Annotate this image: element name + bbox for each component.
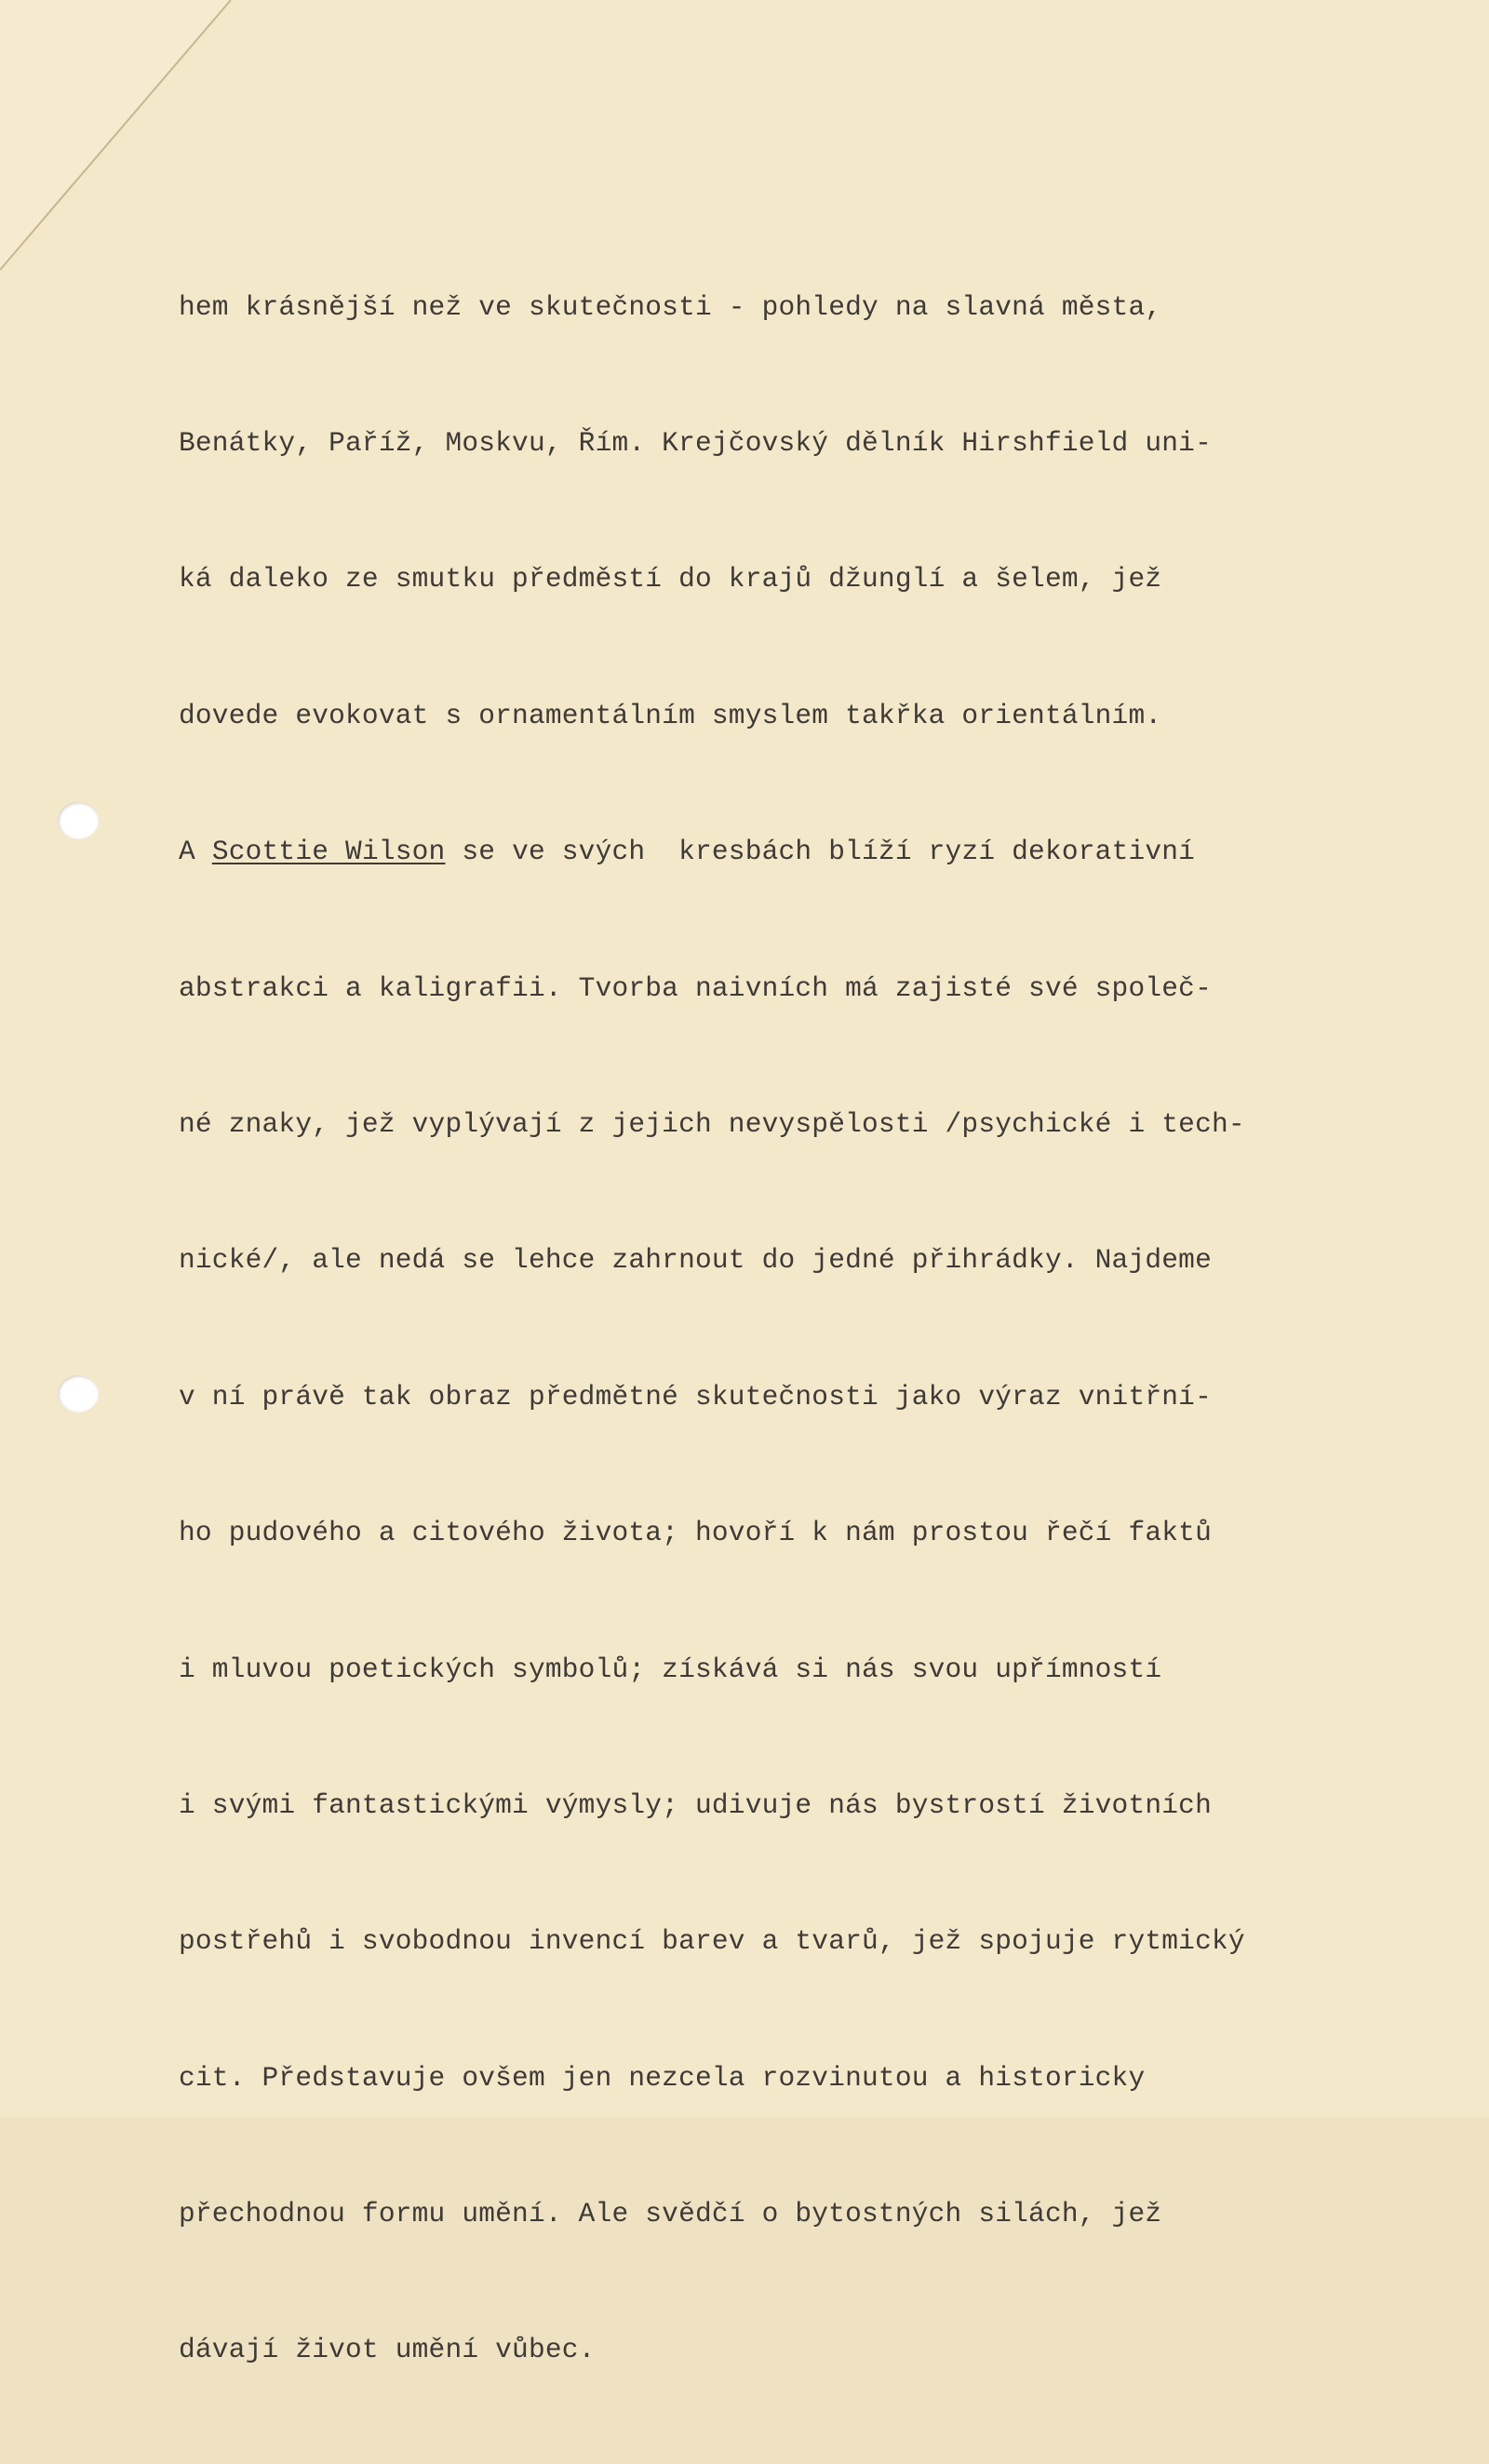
text-line: cit. Představuje ovšem jen nezcela rozvinutou a historicky bbox=[179, 2061, 1146, 2094]
text-line: v ní právě tak obraz předmětné skutečnosti jako výraz vnitřní- bbox=[179, 1380, 1212, 1413]
body-text bbox=[179, 194, 1388, 2464]
text-line: i mluvou poetických symbolů; získává si nás svou upřímností bbox=[179, 1653, 1162, 1685]
text-line: dávají život umění vůbec. bbox=[179, 2334, 596, 2366]
text-line: Benátky, Paříž, Moskvu, Řím. Krejčovský dělník Hirshfield uni- bbox=[179, 426, 1212, 459]
scottie-line-suffix: se ve svých kresbách blíží ryzí dekorativní bbox=[445, 836, 1196, 868]
text-line: hem krásnější než ve skutečnosti - pohledy na slavná města, bbox=[179, 290, 1162, 323]
text-line: přechodnou formu umění. Ale svědčí o bytostných silách, jež bbox=[179, 2198, 1162, 2230]
text-line: postřehů i svobodnou invencí barev a tvarů, jež spojuje rytmický bbox=[179, 1925, 1245, 1958]
scottie-line-prefix: A bbox=[179, 836, 212, 868]
punch-hole-bottom bbox=[58, 1375, 99, 1413]
underlined-name-scottie-wilson: Scottie Wilson bbox=[211, 836, 446, 868]
text-line-scottie bbox=[179, 829, 1388, 875]
text-line: i svými fantastickými výmysly; udivuje nás bystrostí životních bbox=[179, 1788, 1212, 1821]
text-line: ho pudového a citového života; hovoří k nám prostou řečí faktů bbox=[179, 1517, 1212, 1549]
text-line: dovede evokovat s ornamentálním smyslem takřka orientálním. bbox=[179, 699, 1162, 731]
text-line: nické/, ale nedá se lehce zahrnout do jedné přihrádky. Najdeme bbox=[179, 1244, 1212, 1277]
text-line: abstrakci a kaligrafii. Tvorba naivních má zajisté své společ- bbox=[179, 971, 1212, 1004]
punch-hole-top bbox=[58, 802, 99, 839]
text-line: né znaky, jež vyplývají z jejich nevyspělosti /psychické i tech- bbox=[179, 1107, 1245, 1140]
text-line: ká daleko ze smutku předměstí do krajů džunglí a šelem, jež bbox=[179, 563, 1162, 596]
